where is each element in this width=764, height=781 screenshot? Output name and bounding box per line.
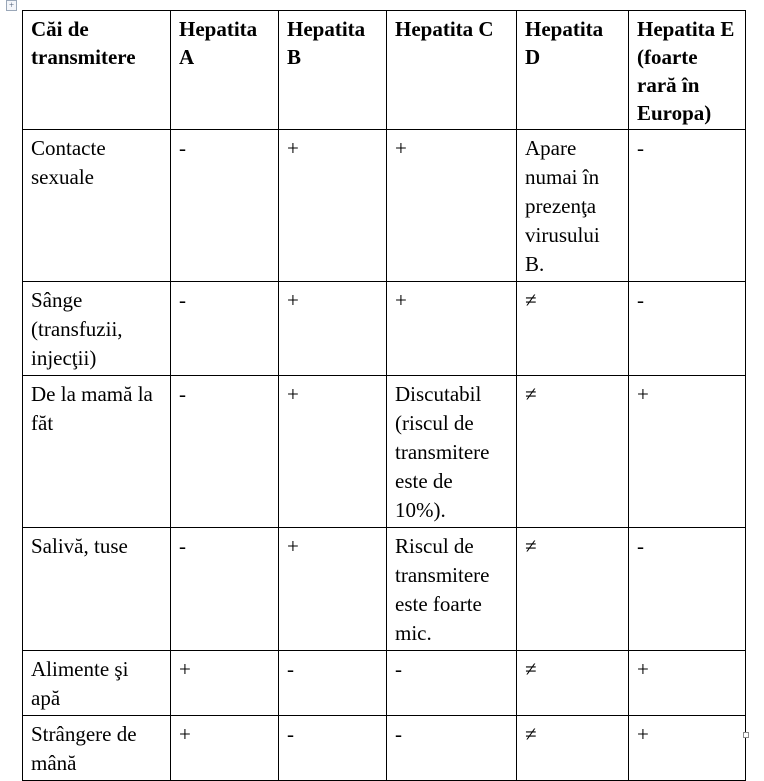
table-cell: + (387, 130, 517, 282)
table-cell: - (387, 651, 517, 716)
table-cell: + (629, 651, 746, 716)
row-label-cell: Strângere de mână (23, 716, 171, 781)
row-label-cell: De la mamă la făt (23, 376, 171, 528)
table-cell: - (279, 716, 387, 781)
row-label-cell: Sânge (transfuzii, injecţii) (23, 282, 171, 376)
table-cell: - (171, 528, 279, 651)
table-cell: Discutabil (riscul de transmitere este de 10%). (387, 376, 517, 528)
table-cell: Riscul de transmitere este foarte mic. (387, 528, 517, 651)
table-cell: + (279, 376, 387, 528)
table-cell: + (279, 528, 387, 651)
table-row (23, 651, 746, 716)
table-row (23, 376, 746, 528)
table-cell: - (171, 376, 279, 528)
table-cell: ≠ (517, 651, 629, 716)
table-cell: - (629, 528, 746, 651)
header-cell: Hepatita A (171, 11, 279, 130)
table-row (23, 716, 746, 781)
table-cell: + (387, 282, 517, 376)
table-cell: + (279, 282, 387, 376)
header-cell: Hepatita E (foarte rară în Europa) (629, 11, 746, 130)
header-row (23, 11, 746, 130)
table-move-handle-icon[interactable]: + (6, 0, 17, 11)
header-cell: Hepatita C (387, 11, 517, 130)
table-cell: - (171, 130, 279, 282)
header-cell: Hepatita D (517, 11, 629, 130)
header-cell: Hepatita B (279, 11, 387, 130)
table-cell: ≠ (517, 716, 629, 781)
table-cell: - (279, 651, 387, 716)
table-row (23, 282, 746, 376)
table-row (23, 130, 746, 282)
table-cell: ≠ (517, 282, 629, 376)
table-cell: Apare numai în prezenţa virusului B. (517, 130, 629, 282)
table-cell: - (629, 282, 746, 376)
table-cell: + (629, 716, 746, 781)
table-cell: ≠ (517, 376, 629, 528)
table-row (23, 528, 746, 651)
row-label-cell: Contacte sexuale (23, 130, 171, 282)
transmission-table (22, 10, 746, 781)
table-cell: - (629, 130, 746, 282)
table-cell: + (279, 130, 387, 282)
table-cell: + (171, 716, 279, 781)
table-cell: + (629, 376, 746, 528)
table-cell: ≠ (517, 528, 629, 651)
table-cell: - (387, 716, 517, 781)
table-cell: - (171, 282, 279, 376)
row-label-cell: Salivă, tuse (23, 528, 171, 651)
row-label-cell: Alimente şi apă (23, 651, 171, 716)
header-cell: Căi de transmitere (23, 11, 171, 130)
table-resize-handle[interactable] (743, 732, 749, 738)
table-cell: + (171, 651, 279, 716)
